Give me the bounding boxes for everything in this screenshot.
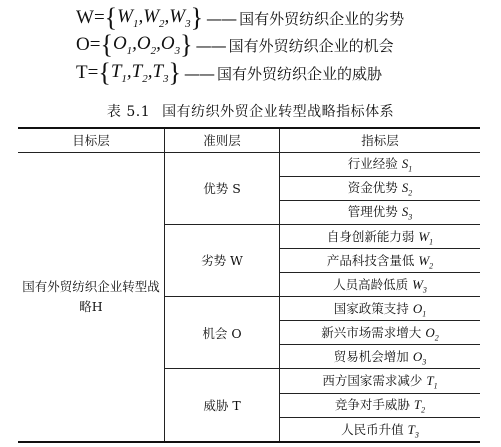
indicator-cell: 人民币升值 $T_3$ [280,417,481,442]
indicator-cell: 新兴市场需求增大 $O_2$ [280,321,481,345]
set-symbol: W [76,7,94,28]
header-criteria: 准则层 [165,128,280,152]
header-objective: 目标层 [18,128,165,152]
indicator-cell: 产品科技含量低 $W_2$ [280,248,481,272]
objective-cell: 国有外贸纺织企业转型战略H [18,152,165,442]
definition-w: W = { $W_1,W_2,W_3$ } —— 国有外贸纺织企业的劣势 [76,3,405,32]
criteria-strength: 优势 S [165,152,280,224]
table-row [18,152,480,176]
indicator-cell: 自身创新能力弱 $W_1$ [280,224,481,248]
table-caption [0,101,501,121]
indicator-cell: 人员高龄低质 $W_3$ [280,273,481,297]
indicator-cell: 资金优势 $S_2$ [280,176,481,200]
table-title: 国有纺织外贸企业转型战略指标体系 [162,104,395,120]
criteria-weakness: 劣势 W [165,224,280,296]
indicator-cell: 国家政策支持 $O_1$ [280,297,481,321]
criteria-threat: 威胁 T [165,369,280,442]
definition-t: T = { $T_1,T_2,T_3$ } —— 国有外贸纺织企业的威胁 [76,58,383,87]
definition-text: 国有外贸纺织企业的劣势 [239,9,405,28]
indicator-cell: 管理优势 $S_3$ [280,200,481,224]
indicator-cell: 行业经验 $S_1$ [280,152,481,176]
criteria-opportunity: 机会 O [165,297,280,369]
table-header-row [18,128,480,152]
table-number: 表 5.1 [106,104,151,120]
definition-o: O = { $O_1,O_2,O_3$ } —— 国有外贸纺织企业的机会 [76,30,394,59]
definition-text: 国有外贸纺织企业的机会 [228,36,394,55]
indicator-table [18,127,480,443]
set-symbol: T [76,62,88,83]
set-symbol: O [76,34,90,55]
indicator-cell: 西方国家需求减少 $T_1$ [280,369,481,393]
indicator-cell: 贸易机会增加 $O_3$ [280,345,481,369]
header-indicator: 指标层 [280,128,481,152]
definition-text: 国有外贸纺织企业的威胁 [217,64,383,83]
indicator-cell: 竞争对手威胁 $T_2$ [280,393,481,417]
